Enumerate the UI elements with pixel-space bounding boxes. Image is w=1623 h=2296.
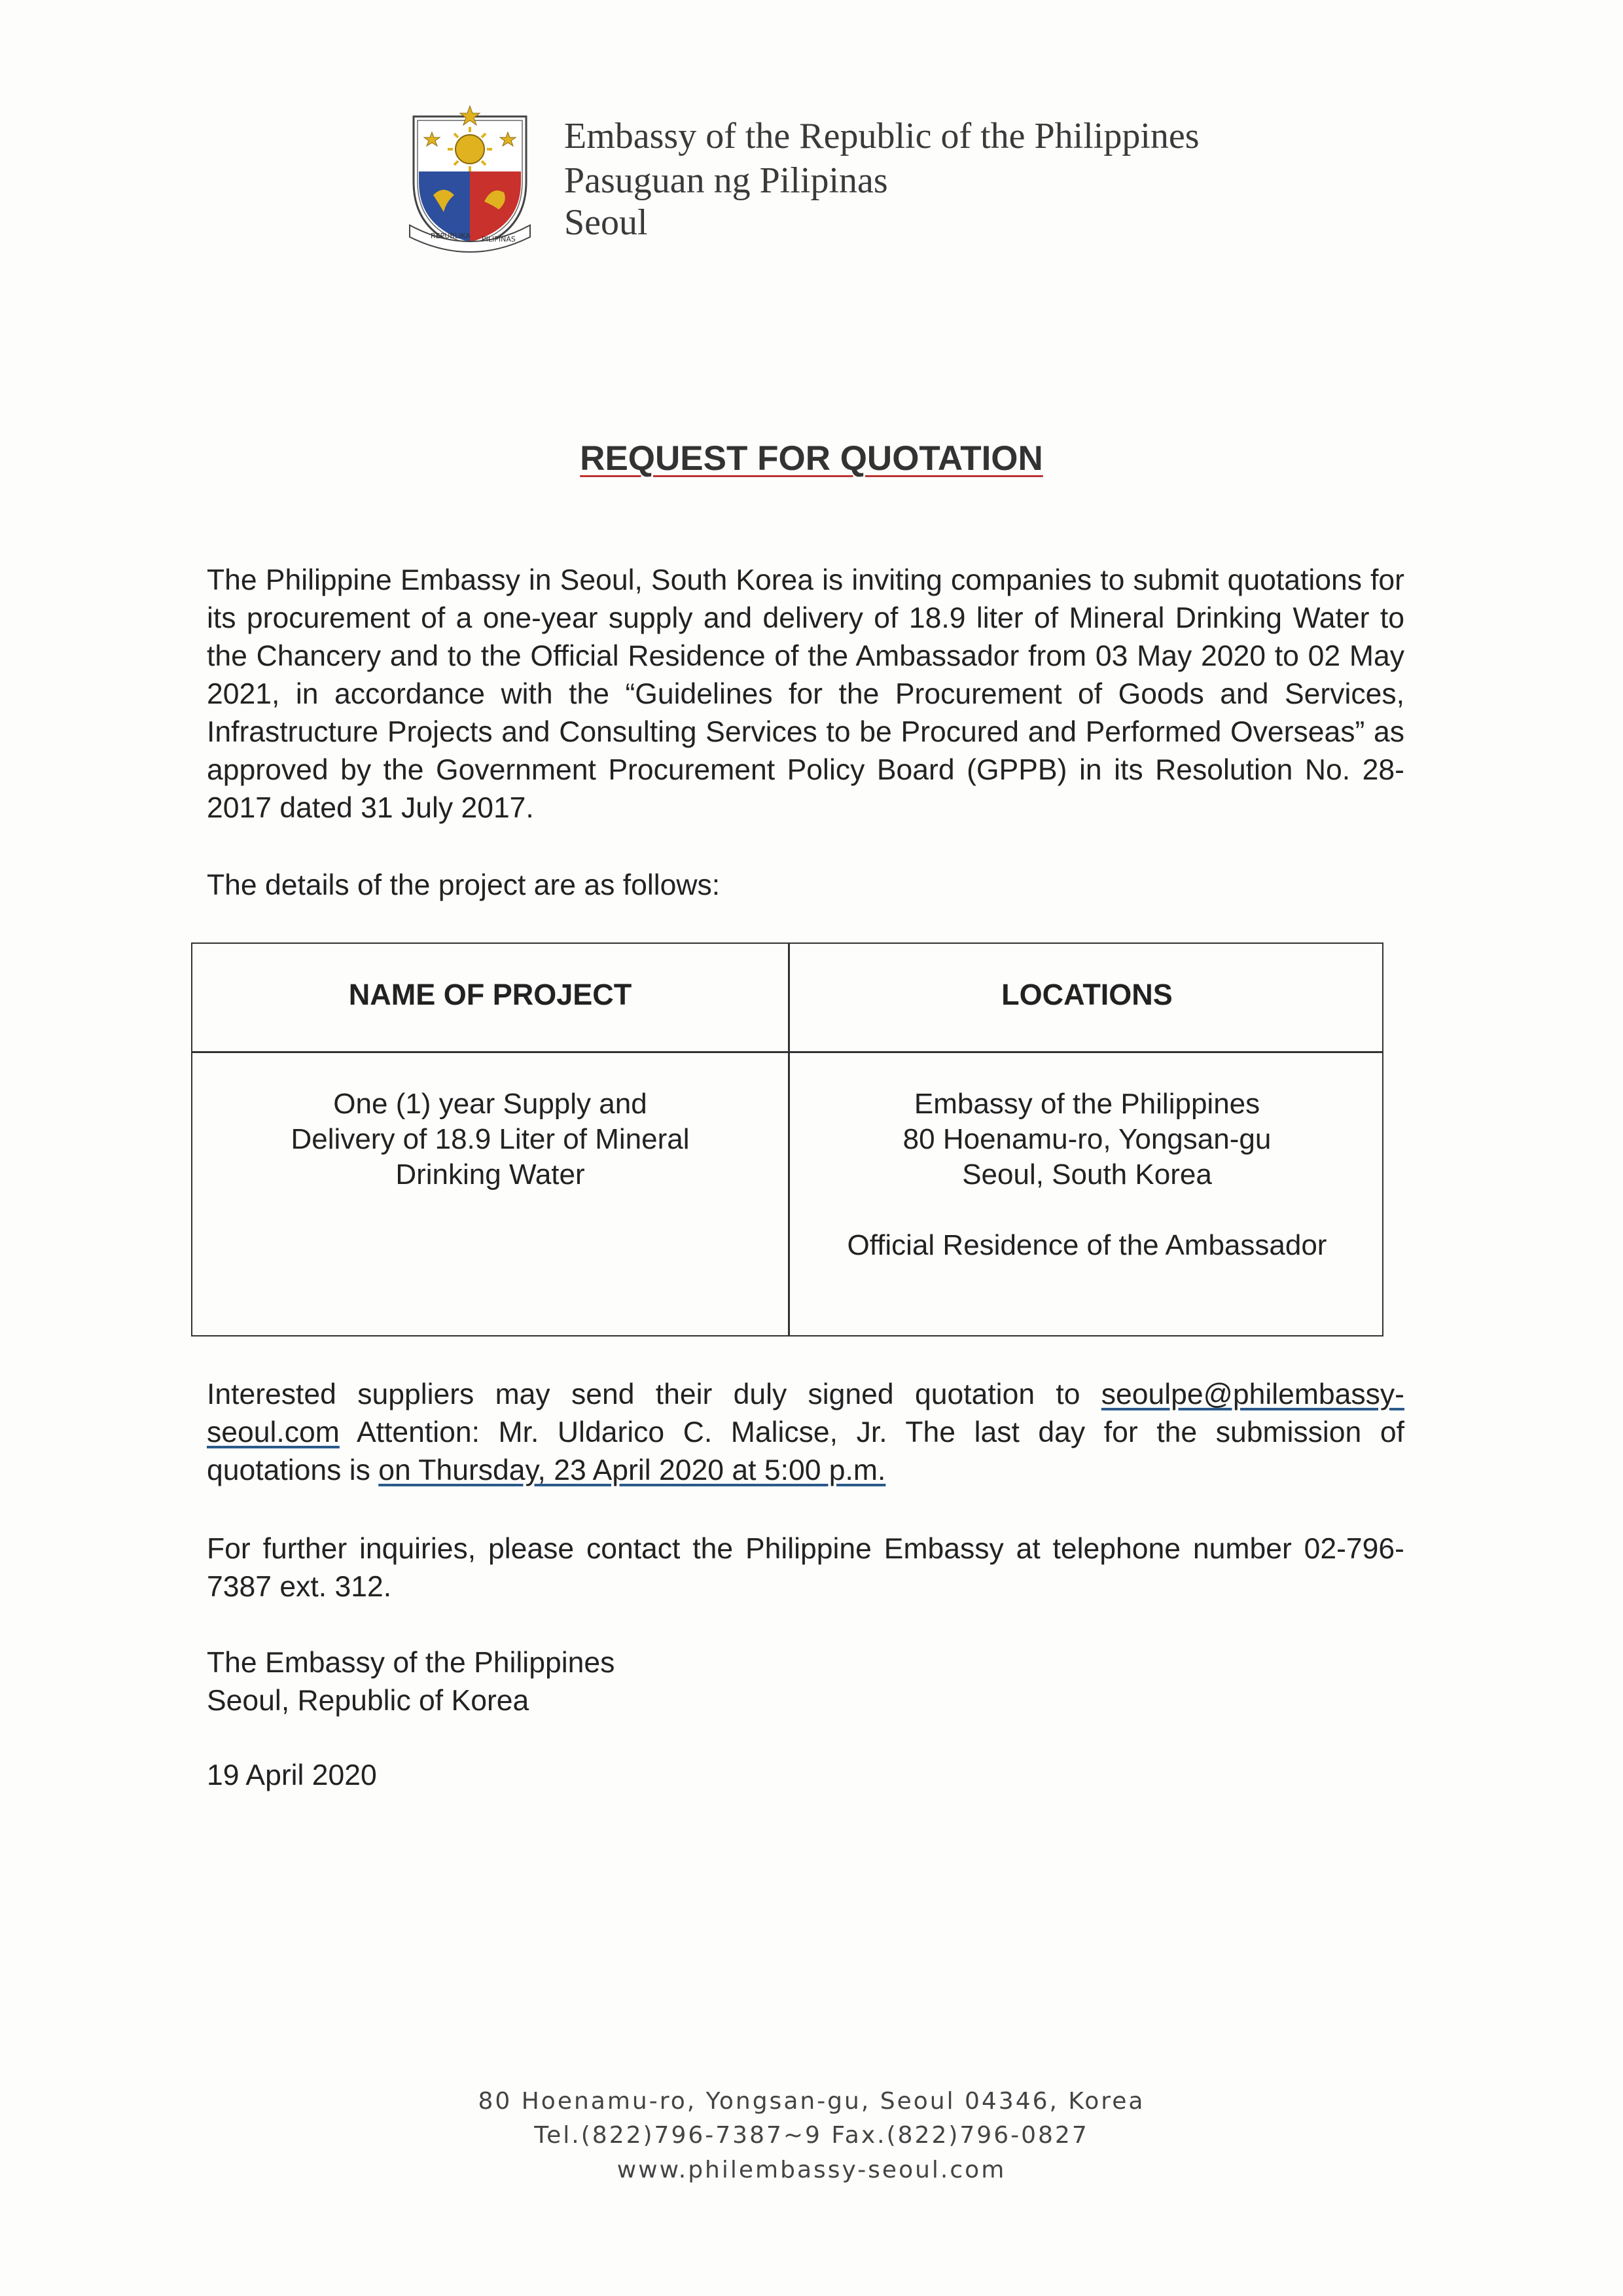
letterhead-line-1: Embassy of the Republic of the Philippines [564, 116, 1200, 156]
signature-line-2: Seoul, Republic of Korea [207, 1685, 529, 1717]
table-header-locations: LOCATIONS [1001, 978, 1173, 1011]
locations-cell [789, 1086, 1385, 1193]
submission-text-1: Interested suppliers may send their duly signed quotation to [207, 1378, 1101, 1410]
location-line: 80 Hoenamu-ro, Yongsan-gu [902, 1123, 1272, 1155]
seal-text-left: REPUBLIKA [431, 232, 471, 240]
project-table [191, 942, 1383, 1336]
seal-text-right: PILIPINAS [482, 235, 516, 243]
table-header-project: NAME OF PROJECT [348, 978, 632, 1011]
project-line: Delivery of 18.9 Liter of Mineral [291, 1123, 690, 1155]
project-line: One (1) year Supply and [333, 1088, 647, 1120]
table-header-divider [192, 1051, 1382, 1053]
document-title [0, 439, 1623, 478]
footer-website[interactable]: www.philembassy-seoul.com [616, 2157, 1007, 2183]
footer-phone: Tel.(822)796-7387~9 Fax.(822)796-0827 [534, 2122, 1089, 2149]
project-line: Drinking Water [395, 1158, 585, 1191]
document-date: 19 April 2020 [207, 1759, 377, 1791]
footer-address: 80 Hoenamu-ro, Yongsan-gu, Seoul 04346, Korea [478, 2088, 1145, 2115]
document-title-text: REQUEST FOR QUOTATION [580, 439, 1043, 478]
submission-text-2: Attention: Mr. Uldarico C. Malicse, Jr. The last day for the submission of quotations is [207, 1416, 1404, 1486]
letterhead-line-2: Pasuguan ng Pilipinas [564, 160, 888, 201]
location-line: Embassy of the Philippines [914, 1088, 1260, 1120]
email-link[interactable]: seoulpe@philembassy-seoul.com [207, 1378, 1404, 1448]
intro-paragraph: The Philippine Embassy in Seoul, South Korea is inviting companies to submit quotations for its procurement of a one-year supply and delivery of 18.9 liter of Mineral Drinking Water to the Chancery and to the Official Residence of the Ambassador from 03 May 2020 to 02 May 2021, in accordance with the “Guidelines for the Procurement of Goods and Services, Infrastructure Projects and Consulting Services to be Procured and Performed Overseas” as approved by the Government Procurement Policy Board (GPPB) in its Resolution No. 28-2017 dated 31 July 2017. [207, 564, 1404, 824]
project-name-cell [192, 1086, 788, 1193]
deadline-text: on Thursday, 23 April 2020 at 5:00 p.m. [378, 1454, 886, 1486]
location-line: Seoul, South Korea [962, 1158, 1212, 1191]
signature-line-1: The Embassy of the Philippines [207, 1647, 615, 1679]
submission-paragraph [207, 1376, 1404, 1490]
details-intro: The details of the project are as follows: [207, 869, 721, 901]
philippine-seal-logo [401, 103, 539, 255]
location-residence: Official Residence of the Ambassador [847, 1229, 1327, 1261]
letterhead-line-3: Seoul [564, 202, 648, 243]
inquiries-paragraph: For further inquiries, please contact the Philippine Embassy at telephone number 02-796-7387 ext. 312. [207, 1533, 1404, 1603]
